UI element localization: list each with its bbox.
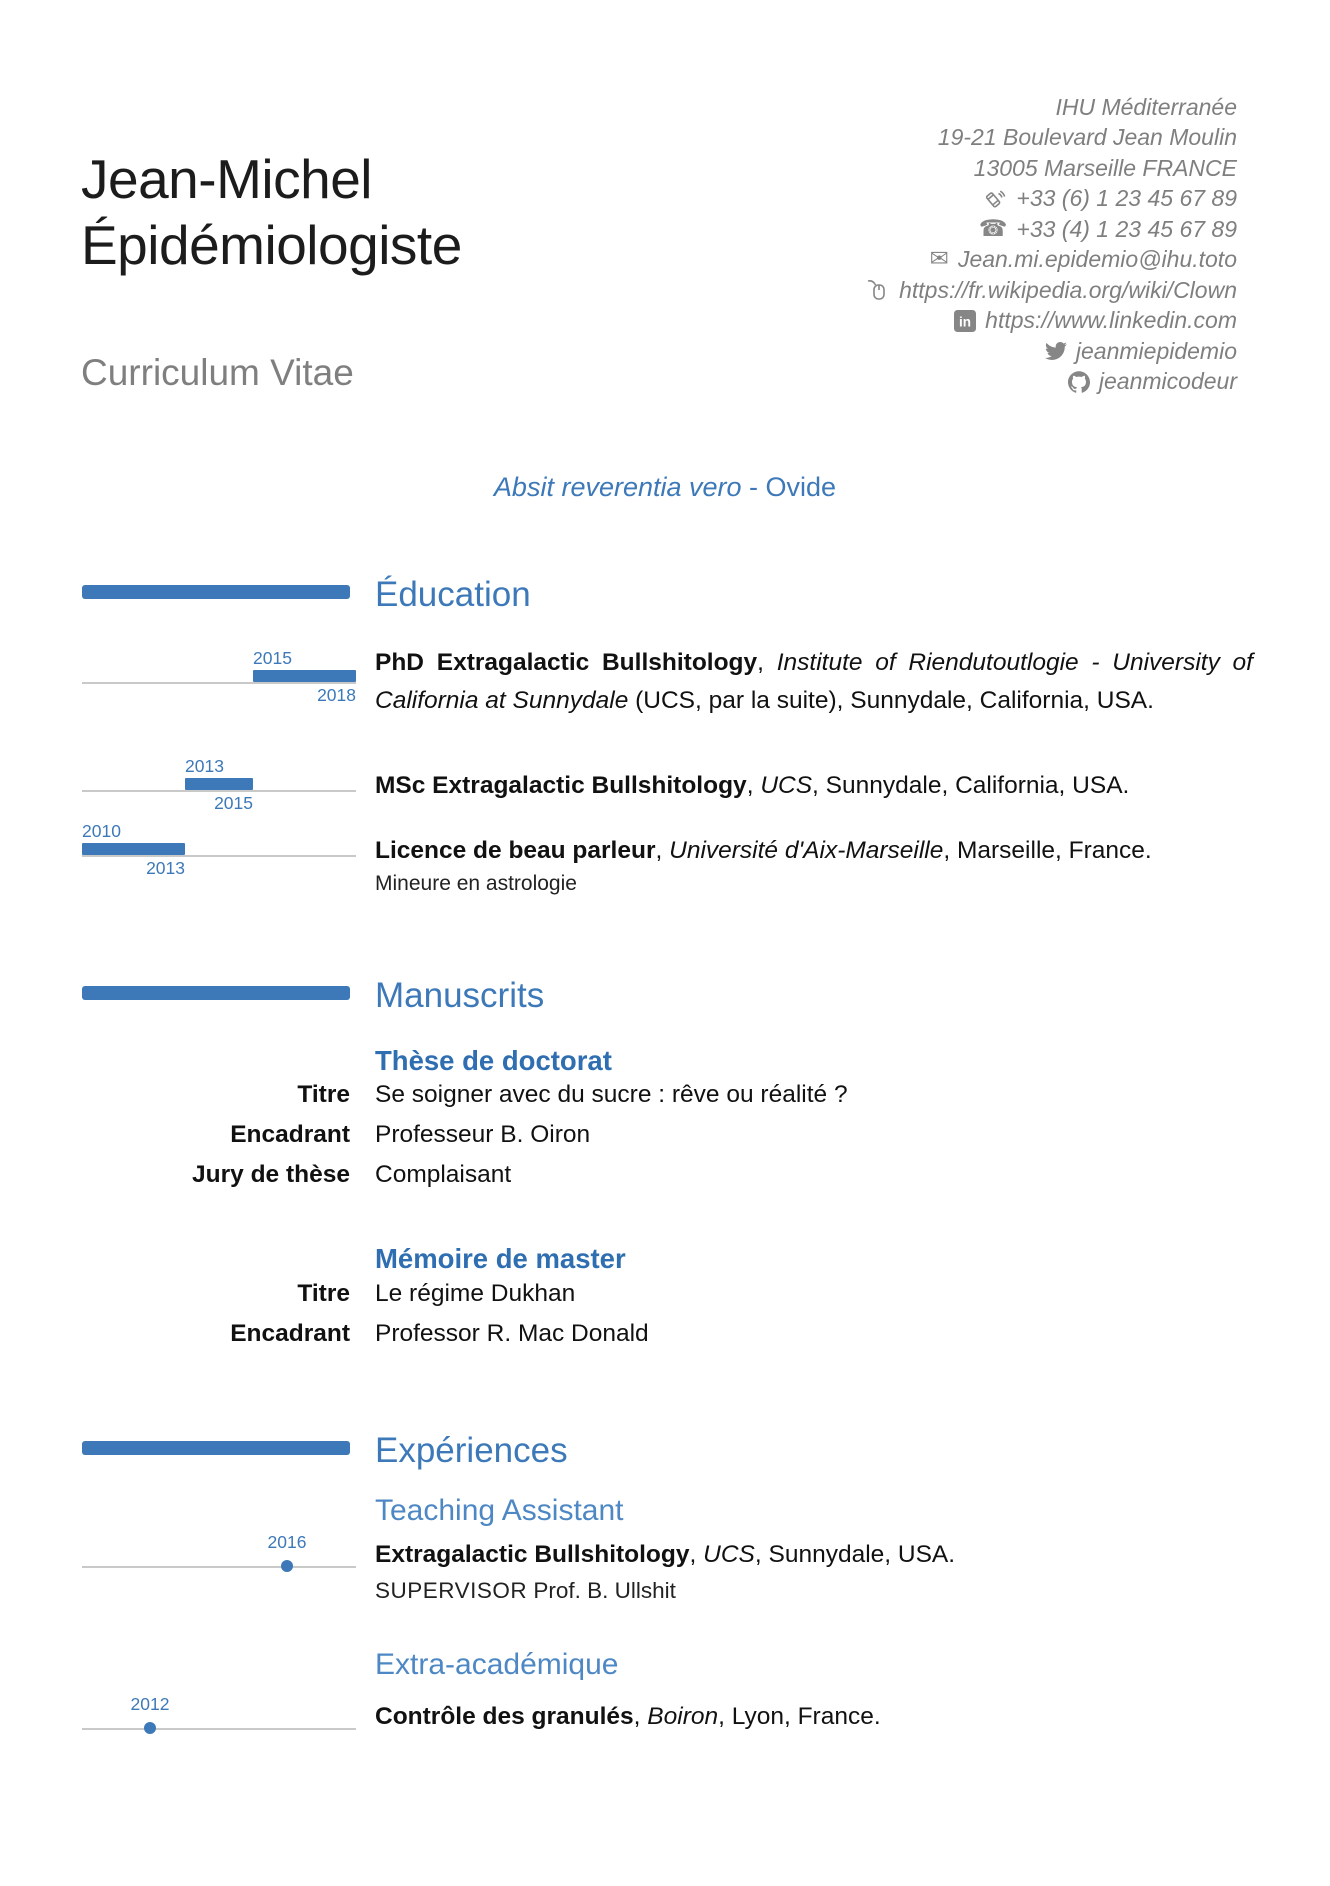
contact-email bbox=[866, 245, 1237, 276]
extra-entry: Contrôle des granulés, Boiron, Lyon, France. bbox=[375, 1703, 881, 1730]
github-handle-link[interactable]: jeanmicodeur bbox=[1098, 368, 1237, 395]
timeline-end-year: 2015 bbox=[214, 793, 253, 813]
degree-title: Licence de beau parleur bbox=[375, 837, 656, 864]
contact-address-2: 13005 Marseille FRANCE bbox=[973, 154, 1237, 181]
contact-block bbox=[866, 92, 1237, 397]
phd-thesis-heading: Thèse de doctorat bbox=[375, 1045, 612, 1076]
timeline-year: 2012 bbox=[130, 1694, 170, 1714]
svg-text:in: in bbox=[959, 314, 972, 330]
degree-title: MSc Extragalactic Bullshitology bbox=[375, 772, 747, 799]
contact-twitter bbox=[866, 336, 1237, 367]
entry-detail: , Lyon, France. bbox=[718, 1703, 881, 1730]
timeline-axis bbox=[82, 682, 356, 684]
experiences-section-bar bbox=[82, 1441, 350, 1455]
licence-timeline bbox=[82, 813, 356, 878]
quote-text: Absit reverentia vero bbox=[493, 472, 742, 502]
degree-title: PhD Extragalactic Bullshitology bbox=[375, 649, 758, 676]
master-thesis-heading: Mémoire de master bbox=[375, 1243, 626, 1274]
quote-attribution: - Ovide bbox=[741, 472, 837, 502]
linkedin-icon bbox=[954, 310, 976, 332]
supervisor-line bbox=[375, 1578, 676, 1604]
organization: Boiron bbox=[647, 1703, 719, 1730]
contact-linkedin bbox=[866, 306, 1237, 337]
entry-detail: , Sunnydale, California, USA. bbox=[812, 772, 1130, 799]
extra-timeline bbox=[82, 1686, 356, 1734]
row-value-titre: Se soigner avec du sucre : rêve ou réalité ? bbox=[375, 1081, 848, 1108]
experiences-section-title: Expériences bbox=[375, 1431, 568, 1470]
row-label-jury: Jury de thèse bbox=[192, 1161, 350, 1188]
licence-entry: Licence de beau parleur, Université d'Aix-Marseille, Marseille, France. bbox=[375, 837, 1152, 864]
person-name bbox=[81, 146, 462, 278]
contact-org: IHU Méditerranée bbox=[1055, 93, 1237, 120]
timeline-bar-2015-2018 bbox=[253, 670, 356, 682]
timeline-year: 2016 bbox=[267, 1532, 307, 1552]
contact-mobile: +33 (6) 1 23 45 67 89 bbox=[866, 184, 1237, 215]
timeline-axis bbox=[82, 855, 356, 857]
quote bbox=[0, 472, 1330, 503]
timeline-axis bbox=[82, 1566, 356, 1568]
timeline-bar-2010-2013 bbox=[82, 843, 185, 855]
contact-homepage bbox=[866, 275, 1237, 306]
education-section-bar bbox=[82, 585, 350, 599]
timeline-dot-2016 bbox=[281, 1560, 293, 1572]
timeline-end-year: 2013 bbox=[146, 858, 185, 878]
education-section-title: Éducation bbox=[375, 575, 531, 614]
email-icon: ✉ bbox=[929, 246, 949, 273]
email-link[interactable]: Jean.mi.epidemio@ihu.toto bbox=[957, 246, 1237, 273]
timeline-start-year: 2015 bbox=[253, 648, 292, 668]
github-icon bbox=[1068, 371, 1090, 393]
timeline-axis bbox=[82, 790, 356, 792]
contact-github bbox=[866, 367, 1237, 398]
name-line-2: Épidémiologiste bbox=[81, 214, 462, 276]
entry-detail: (UCS, par la suite), Sunnydale, California, USA. bbox=[628, 687, 1154, 714]
timeline-bar-2013-2015 bbox=[185, 778, 253, 790]
cv-subtitle: Curriculum Vitae bbox=[81, 352, 354, 393]
course-title: Extragalactic Bullshitology bbox=[375, 1541, 690, 1568]
entry-detail: , Sunnydale, USA. bbox=[754, 1541, 956, 1568]
manuscripts-section-bar bbox=[82, 986, 350, 1000]
institution: Institute of Riendutoutlogie - University of California at Sunnydale bbox=[375, 649, 1253, 714]
msc-entry: MSc Extragalactic Bullshitology, UCS, Sunnydale, California, USA. bbox=[375, 772, 1130, 799]
phd-entry: PhD Extragalactic Bullshitology, Institute of Riendutoutlogie - University of California at Sunnydale (UCS, par la suite), Sunnydale, California, USA. bbox=[375, 649, 1253, 714]
contact-phone: ☎ +33 (4) 1 23 45 67 89 bbox=[978, 215, 1237, 242]
name-line-1: Jean-Michel bbox=[81, 148, 373, 210]
teaching-timeline bbox=[82, 1524, 356, 1572]
timeline-start-year: 2013 bbox=[185, 756, 224, 776]
timeline-end-year: 2018 bbox=[317, 685, 356, 705]
phd-timeline bbox=[82, 640, 356, 705]
manuscripts-section-title: Manuscrits bbox=[375, 976, 545, 1015]
institution: UCS bbox=[760, 772, 813, 799]
linkedin-link[interactable]: https://www.linkedin.com bbox=[985, 307, 1237, 334]
row-label-titre: Titre bbox=[297, 1081, 350, 1108]
supervisor-label: SUPERVISOR bbox=[375, 1578, 528, 1603]
contact-address-1: 19-21 Boulevard Jean Moulin bbox=[937, 124, 1237, 151]
row-label-titre: Titre bbox=[297, 1280, 350, 1307]
role-title: Contrôle des granulés bbox=[375, 1703, 634, 1730]
entry-detail: , Marseille, France. bbox=[943, 837, 1152, 864]
twitter-handle-link[interactable]: jeanmiepidemio bbox=[1075, 337, 1237, 364]
homepage-link[interactable]: https://fr.wikipedia.org/wiki/Clown bbox=[899, 276, 1237, 303]
teaching-entry: Extragalactic Bullshitology, UCS, Sunnydale, USA. bbox=[375, 1541, 956, 1568]
extra-academique-heading: Extra-académique bbox=[375, 1648, 619, 1681]
supervisor-name: Prof. B. Ullshit bbox=[527, 1578, 676, 1603]
institution: UCS bbox=[703, 1541, 755, 1568]
teaching-assistant-heading: Teaching Assistant bbox=[375, 1494, 624, 1527]
row-label-encadrant: Encadrant bbox=[230, 1320, 350, 1347]
row-value-titre: Le régime Dukhan bbox=[375, 1280, 576, 1307]
timeline-start-year: 2010 bbox=[82, 821, 121, 841]
homepage-mouse-icon bbox=[866, 278, 890, 302]
phone-icon: ☎ bbox=[978, 215, 1008, 242]
mobile-icon bbox=[983, 187, 1007, 211]
twitter-icon bbox=[1045, 340, 1067, 362]
institution: Université d'Aix-Marseille bbox=[669, 837, 944, 864]
row-value-encadrant: Professeur B. Oiron bbox=[375, 1121, 591, 1148]
licence-minor-note: Mineure en astrologie bbox=[375, 872, 577, 895]
timeline-dot-2012 bbox=[144, 1722, 156, 1734]
row-value-encadrant: Professor R. Mac Donald bbox=[375, 1320, 649, 1347]
row-label-encadrant: Encadrant bbox=[230, 1121, 350, 1148]
timeline-axis bbox=[82, 1728, 356, 1730]
msc-timeline bbox=[82, 748, 356, 813]
row-value-jury: Complaisant bbox=[375, 1161, 512, 1188]
